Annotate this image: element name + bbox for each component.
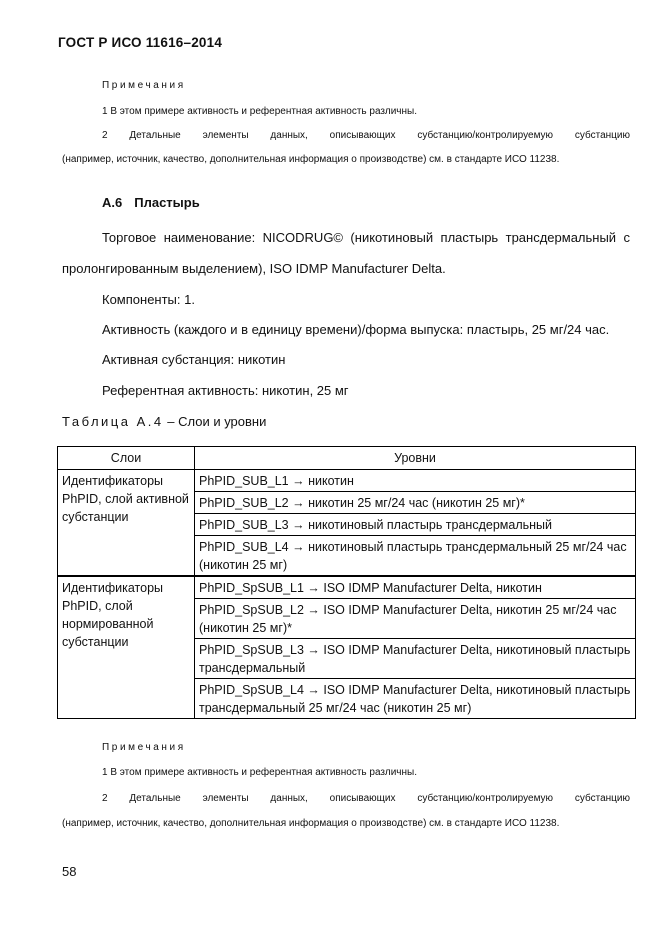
table-row [58, 470, 636, 492]
active-substance-line: Активная субстанция: никотин [102, 352, 286, 367]
note-1: 1 В этом примере активность и референтная активность различны. [102, 767, 417, 778]
note-2-line-2: (например, источник, качество, дополнительная информация о производстве) см. в стандарте ИСО 11238. [62, 818, 560, 829]
header-levels: Уровни [195, 447, 636, 470]
components-line: Компоненты: 1. [102, 292, 195, 307]
table-caption-dash: – [167, 414, 175, 429]
level-cell: PhPID_SUB_L4 → никотиновый пластырь трансдермальный 25 мг/24 час (никотин 25 мг) [195, 536, 636, 577]
table-caption [62, 414, 266, 429]
notes-heading: Примечания [102, 80, 186, 91]
notes-heading: Примечания [102, 742, 186, 753]
reference-strength-line: Референтная активность: никотин, 25 мг [102, 383, 349, 398]
level-cell: PhPID_SUB_L1 → никотин [195, 470, 636, 492]
table-header-row [58, 447, 636, 470]
note-2-line-2: (например, источник, качество, дополнительная информация о производстве) см. в стандарте ИСО 11238. [62, 154, 560, 165]
page-number: 58 [62, 864, 77, 879]
level-cell: PhPID_SpSUB_L1 → ISO IDMP Manufacturer Delta, никотин [195, 576, 636, 599]
note-2-line-1: 2 Детальные элементы данных, описывающих субстанцию/контролируемую субстанцию [102, 793, 630, 804]
level-cell: PhPID_SUB_L3 → никотиновый пластырь трансдермальный [195, 514, 636, 536]
note-2-line-1: 2 Детальные элементы данных, описывающих субстанцию/контролируемую субстанцию [102, 130, 630, 141]
trade-name-line-2: пролонгированным выделением), ISO IDMP Manufacturer Delta. [62, 261, 446, 276]
section-title: Пластырь [134, 195, 200, 210]
layers-table [57, 446, 636, 719]
level-cell: PhPID_SpSUB_L2 → ISO IDMP Manufacturer Delta, никотин 25 мг/24 час (никотин 25 мг)* [195, 599, 636, 639]
section-number: А.6 [102, 195, 123, 210]
header-layers: Слои [58, 447, 195, 470]
level-cell: PhPID_SUB_L2 → никотин 25 мг/24 час (никотин 25 мг)* [195, 492, 636, 514]
table-caption-label: Таблица А.4 [62, 414, 164, 429]
trade-name-line-1: Торговое наименование: NICODRUG© (никотиновый пластырь трансдермальный с [102, 230, 630, 245]
section-heading [102, 195, 200, 210]
level-cell: PhPID_SpSUB_L3 → ISO IDMP Manufacturer Delta, никотиновый пластырь трансдермальный [195, 639, 636, 679]
strength-form-line: Активность (каждого и в единицу времени)/форма выпуска: пластырь, 25 мг/24 час. [102, 322, 610, 337]
table-row [58, 576, 636, 599]
table-caption-text: Слои и уровни [178, 414, 267, 429]
note-1: 1 В этом примере активность и референтная активность различны. [102, 106, 417, 117]
document-header: ГОСТ Р ИСО 11616–2014 [58, 35, 223, 50]
layer-active-substance: Идентификаторы PhPID, слой активной субстанции [58, 470, 195, 577]
level-cell: PhPID_SpSUB_L4 → ISO IDMP Manufacturer Delta, никотиновый пластырь трансдермальный 25 мг/24 час (никотин 25 мг) [195, 679, 636, 719]
layer-specified-substance: Идентификаторы PhPID, слой нормированной субстанции [58, 576, 195, 719]
